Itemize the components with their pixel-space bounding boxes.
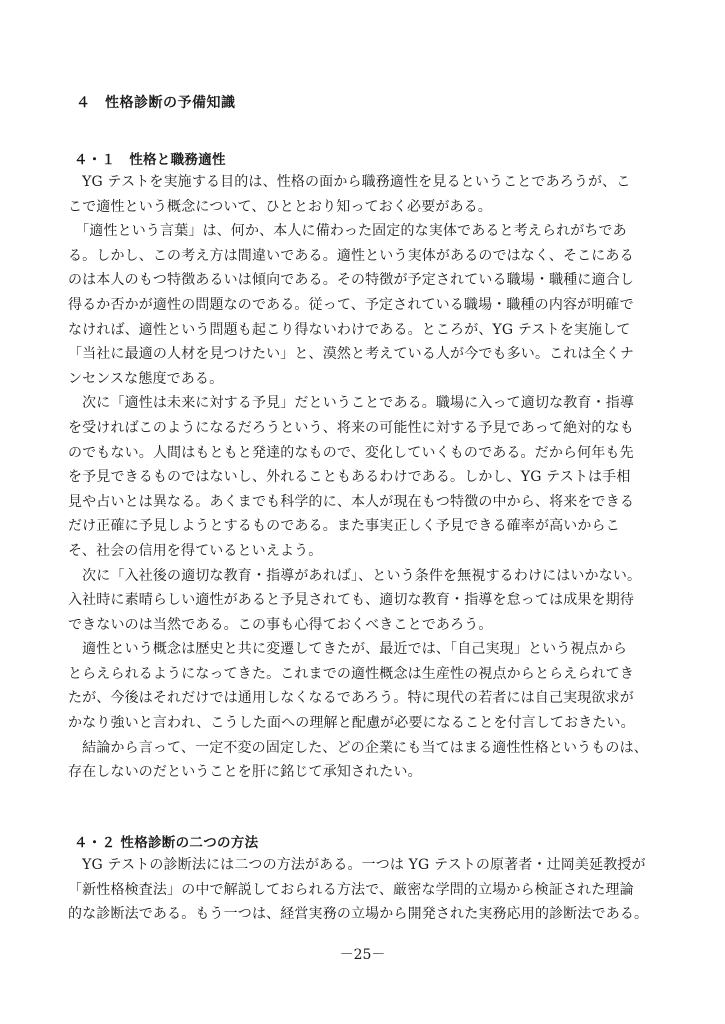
paragraph-line: かなり強いと言われ、こうした面への理解と配慮が必要になることを付言しておきたい。	[68, 715, 635, 732]
paragraph-line: だけ正確に予見しようとするものである。また事実正しく予見できる確率が高いからこ	[68, 518, 620, 535]
section-heading-4-2: ４・２ 性格診断の二つの方法	[74, 835, 259, 851]
paragraph-line: YG テストを実施する目的は、性格の面から職務適性を見るということであろうが、こ	[68, 174, 631, 190]
paragraph-line: できないのは当然である。この事も心得ておくべきことであろう。	[68, 616, 493, 633]
section-4-1-body	[68, 170, 658, 785]
paragraph-line: 「当社に最適の人材を見つけたい」と、漠然と考えている人が今でも多い。これは全くナ	[68, 346, 634, 363]
page-number: －25－	[339, 947, 386, 963]
section-4-2-body	[68, 853, 658, 927]
paragraph-line: 入社時に素晴らしい適性があると予見されても、適切な教育・指導を怠っては成果を期待	[68, 592, 634, 609]
paragraph-line: を予見できるものではないし、外れることもあるわけである。しかし、YG テストは手相	[68, 469, 631, 486]
paragraph-line: そ、社会の信用を得ているといえよう。	[68, 542, 323, 559]
paragraph-line: 得るか否かが適性の問題なのである。従って、予定されている職場・職種の内容が明確で	[68, 296, 634, 313]
paragraph-line: 次に「入社後の適切な教育・指導があれば」、という条件を無視するわけにはいかない。	[68, 567, 642, 584]
paragraph-line: 適性という概念は歴史と共に変遷してきたが、最近では、「自己実現」という視点から	[68, 641, 627, 658]
paragraph-line: のは本人のもつ特徴あるいは傾向である。その特徴が予定されている職場・職種に適合し	[68, 272, 634, 289]
paragraph-line: 「新性格検査法」の中で解説しておられる方法で、厳密な学問的立場から検証された理論	[68, 881, 634, 898]
paragraph-line: 次に「適性は未来に対する予見」だということである。職場に入って適切な教育・指導	[68, 395, 634, 412]
paragraph-line: たが、今後はそれだけでは通用しなくなるであろう。特に現代の若者には自己実現欲求が	[68, 690, 634, 707]
paragraph-line: とらえられるようになってきた。これまでの適性概念は生産性の視点からとらえられてき	[68, 665, 634, 682]
chapter-title: ４ 性格診断の予備知識	[76, 95, 236, 111]
paragraph-line: 「適性という言葉」は、何か、本人に備わった固定的な実体であると考えられがちであ	[68, 223, 627, 240]
paragraph-line: ンセンスな態度である。	[68, 370, 224, 387]
paragraph-line: 結論から言って、一定不変の固定した、どの企業にも当てはまる適性性格というものは、	[68, 739, 648, 756]
paragraph-line: を受ければこのようになるだろうという、将来の可能性に対する予見であって絶対的なも	[68, 419, 634, 436]
paragraph-line: 見や占いとは異なる。あくまでも科学的に、本人が現在もつ特徴の中から、将来をできる	[68, 493, 634, 510]
paragraph-line: る。しかし、この考え方は間違いである。適性という実体があるのではなく、そこにある	[68, 247, 634, 264]
paragraph-line: 存在しないのだということを肝に銘じて承知されたい。	[68, 764, 422, 781]
paragraph-line: YG テストの診断法には二つの方法がある。一つは YG テストの原著者・辻岡美延教授が	[68, 857, 646, 873]
paragraph-line: のでもない。人間はもともと発達的なもので、変化していくものである。だから何年も先	[68, 444, 634, 461]
paragraph-line: なければ、適性という問題も起こり得ないわけである。ところが、YG テストを実施して	[68, 321, 631, 338]
paragraph-line: 的な診断法である。もう一つは、経営実務の立場から開発された実務応用的診断法である。	[68, 906, 649, 923]
section-heading-4-1: ４・１ 性格と職務適性	[74, 152, 226, 168]
paragraph-line: こで適性という概念について、ひととおり知っておく必要がある。	[68, 198, 492, 215]
